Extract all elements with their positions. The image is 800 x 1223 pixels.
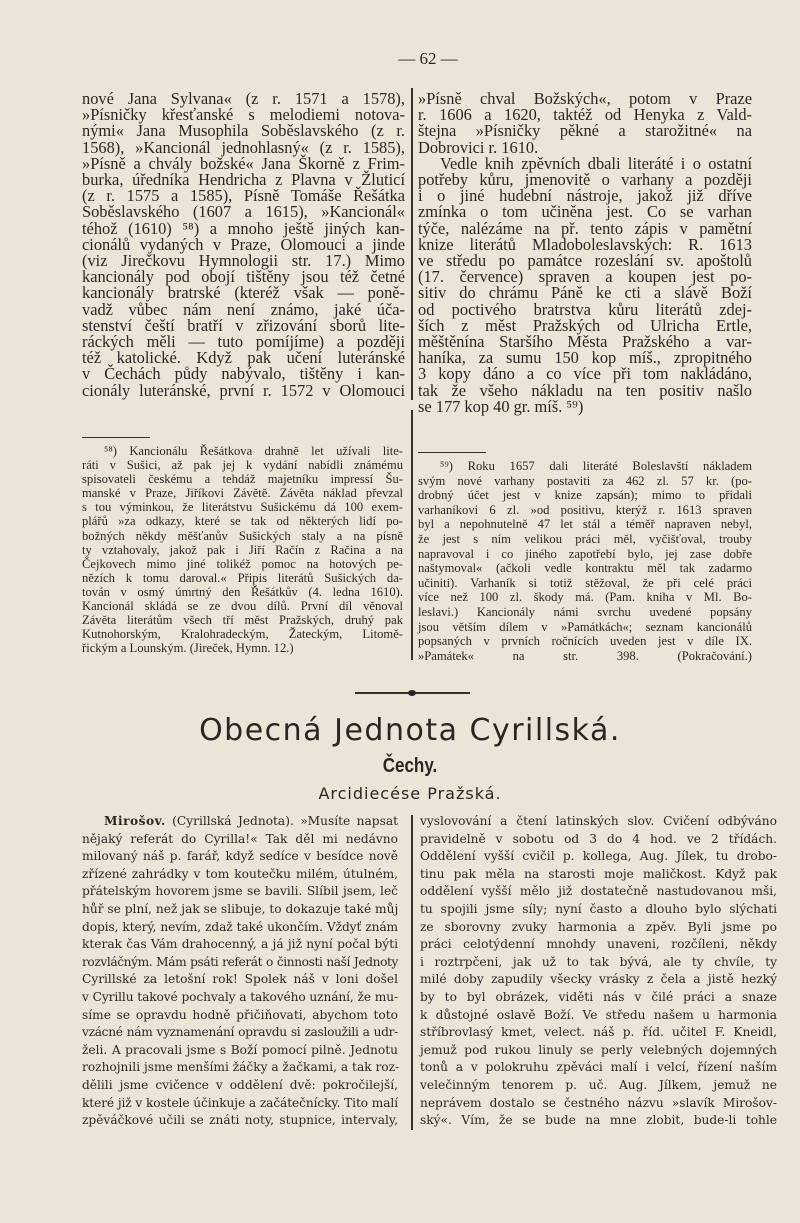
text-line-rest: (Cyrillská Jednota). »Musíte napsat xyxy=(165,814,398,828)
text-line: »Písně chval Božských«, potom v Praze xyxy=(418,89,752,108)
text-line: cionály luteránské, první r. 1572 v Olomouci xyxy=(82,380,405,400)
text-line: pravidelně v sobotu od 3 do 4 hod. ve 2 třídách. xyxy=(420,831,777,846)
region-heading: Čechy. xyxy=(382,755,438,777)
text-line: 3 kopy dáno a co více při tom nakládáno, xyxy=(418,364,752,384)
text-line: s tou výminkou, že literátstvu Sušickému dá 100 exem- xyxy=(82,500,403,515)
text-line: Čejkovech mimo jiné tolikéž pomoc na hotových pe- xyxy=(82,556,403,571)
text-line: kancionály bratrské (kteréž však — poně- xyxy=(82,283,405,303)
diocese-heading: Arcidiecése Pražská. xyxy=(318,784,502,803)
text-line: nými« Jana Musophila Soběslavského (z r. xyxy=(82,121,405,141)
text-line: jemuž pod rukou linuly se perly velebných dojemných xyxy=(420,1042,777,1057)
text-line: burka, úředníka Hendricha z Plavna v Žluticí xyxy=(82,170,405,190)
top-left-column xyxy=(82,91,405,399)
section-title: Obecná Jednota Cyrillská. xyxy=(199,713,621,748)
text-line: stenství čeští bratří v zřizování sborů lite- xyxy=(82,315,405,335)
footnote-rule xyxy=(82,437,150,438)
text-line: napravoval i co jiného zapotřebí bylo, jej zase dobře xyxy=(418,546,752,561)
text-line: (z r. 1575 a 1585), Písně Tomáše Řešátka xyxy=(82,186,405,206)
text-line: »Písničky křesťanské s melodiemi notova- xyxy=(82,105,405,125)
text-line: učiniti). Varhaník si totiž stěžoval, že při celé práci xyxy=(418,575,752,590)
text-line: r. 1606 a 1620, taktéž od Henyka z Vald- xyxy=(418,105,752,125)
text-line: by to byl obrázek, viděti nás v čilé práci a snaze xyxy=(420,989,777,1004)
footnote-58 xyxy=(82,444,403,655)
text-line: haníka, za sumu 150 kop míš., zpropitného xyxy=(418,348,752,368)
ornament-divider xyxy=(355,692,470,694)
text-line: ze sborovny zvuky harmonia a zpěv. Byli jsme po xyxy=(420,919,777,934)
text-line: kancionály pod obojí tištěny jsou též četné xyxy=(82,267,405,287)
text-line: řickým a Lounským. (Jireček, Hymn. 12.) xyxy=(82,641,294,656)
text-line: »Památek« na str. 398. (Pokračování.) xyxy=(418,648,752,663)
column-divider xyxy=(411,88,413,400)
text-line: potřeby kůru, jmenovitě o varhany a později xyxy=(418,170,752,190)
text-line: tován v osmý úmrtný den Řešátkův (4. ledna 1610). xyxy=(82,584,403,599)
text-line: ⁵⁸) Kancionálu Řešátkova drahně let užívali lite- xyxy=(104,444,403,458)
text-line: téhož (1610) ⁵⁸) a mnoho ještě jiných kan- xyxy=(82,218,405,238)
text-line: popsaných v prvních ročnících uveden jest v díle IX. xyxy=(418,634,752,649)
page-number: — 62 — xyxy=(398,49,458,68)
text-line: Kutnohorským, Kralohradeckým, Žateckým, Litomě- xyxy=(82,627,403,642)
text-line: sitiv do chrámu Páně ke cti a slávě Boží xyxy=(418,283,752,303)
text-line: (17. července) spraven a koupen jest po- xyxy=(418,267,752,287)
text-line: zmínka o tom učiněna jest. Co se varhan xyxy=(418,202,752,222)
text-line: k důstojné oslavě Boží. Ve středu našem u harmonia xyxy=(420,1007,777,1022)
text-line: ský«. Vím, že se bude na mne zlobit, bude-li tohle xyxy=(420,1113,777,1128)
text-line: síme se opravdu hodně přičiňovati, abychom toto xyxy=(82,1007,398,1022)
text-line: velečinným tenorem p. uč. Aug. Jílkem, jemuž ne xyxy=(420,1077,777,1092)
text-line: 1568), »Kancionál jednohlasný« (z r. 1585), xyxy=(82,137,405,157)
text-line: zpěváčkové učili se znáti noty, stupnice, intervaly, xyxy=(82,1113,398,1128)
text-line: varhaníkovi 6 zl. »od positivu, kterýž r. 1613 spraven xyxy=(418,502,752,517)
text-line xyxy=(82,813,398,831)
report-place-name: Mirošov. xyxy=(104,814,166,828)
text-line: Cyrillské za letošní rok! Spolek náš v loni došel xyxy=(82,972,398,987)
text-line: neprávem dostalo se čestného názvu »slavík Mirošov- xyxy=(420,1095,777,1110)
text-line: drobný účet jest v knize zapsán); mimo to přidali xyxy=(418,488,752,503)
text-line: tonů a v polokruhu zpěváci malí i velcí, řízení naším xyxy=(420,1060,777,1075)
text-line: plářů »za odkazy, které se tak od některých lidí po- xyxy=(82,514,403,529)
text-line: Závěta literátům všech tří měst Pražských, druhý pak xyxy=(82,613,403,628)
text-line: rozhojnili jsme menšími žáčky a žačkami, a tak roz- xyxy=(82,1060,400,1075)
text-line: i o jiné hudební nástroje, jakož již dříve xyxy=(418,186,752,206)
text-line: vadž vůbec nám není známo, jaké úča- xyxy=(82,299,405,319)
text-line: vyslovování a čtení latinských slov. Cvičení odbýváno xyxy=(420,814,777,828)
text-line: Oddělení vyšší cvičil p. kollega, Aug. Jílek, tu drobo- xyxy=(420,849,777,864)
text-line: kterak čas Vám drahocenný, a já již nyní počal býti xyxy=(82,937,398,952)
text-line: dopis, který, nevím, zdaž také ukončím. Vždyť znám xyxy=(82,919,398,934)
top-right-column xyxy=(418,91,752,415)
text-line: želi. A pracovali jsme s Boží pomocí pilně. Jednotu xyxy=(82,1042,398,1057)
text-line: od poctivého bratrstva kůru literátů zdej- xyxy=(418,299,752,319)
text-line: v Čechách půdy nabývalo, tištěny i kan- xyxy=(82,364,405,384)
text-line: nové Jana Sylvana« (z r. 1571 a 1578), xyxy=(82,89,405,108)
text-line: ty vztahovaly, jakož pak i Jiří Račín z Račina a na xyxy=(82,542,403,557)
text-line: »Písně a chvály božské« Jana Škorně z Frim- xyxy=(82,153,405,173)
text-line: Kancionál skládá se ze dvou dílů. První díl věnoval xyxy=(82,599,403,614)
text-line: oddělení vyšší mělo již dostatečně nastudovanou mši, xyxy=(420,884,777,899)
text-line: i roztrpčeni, jak už to tak bývá, ale ty chvíle, ty xyxy=(420,954,777,969)
text-line: nějaký referát do Cyrilla!« Tak děl mi nedávno xyxy=(82,831,398,846)
text-line: milovaný náš p. farář, když sedíce v besídce nově xyxy=(82,849,398,864)
text-line: ⁵⁹) Roku 1657 dali literáté Boleslavští nákladem xyxy=(440,459,752,473)
text-line: božných někdy měšťanův Sušických staly a na písně xyxy=(82,528,403,543)
text-line: tinu pak měla na starosti moje maličkost. Když pak xyxy=(420,866,777,881)
report-left-column xyxy=(82,813,398,1130)
text-line: ráti v Sušici, až pak jej k vydání nabídli známému xyxy=(82,458,403,473)
text-line: ráckých měli — tuto pomíjíme) a později xyxy=(82,332,405,352)
text-line: týče, nalézáme na př. tento zápis v pamětní xyxy=(418,218,752,238)
text-line: byl a nepohnutelně 47 let stál a téměř napraven nebyl, xyxy=(418,517,752,532)
text-line: naštymoval« (ačkoli vedle kontraktu měl tak zadarmo xyxy=(418,561,752,576)
text-line: více než 100 zl. škody má. (Pam. kniha v Ml. Bo- xyxy=(418,590,752,605)
text-line: tak že všeho nákladu na ten positiv našlo xyxy=(418,380,752,400)
text-line: stříbrovlasý kmet, velect. náš p. říd. učitel F. Kneidl, xyxy=(420,1025,777,1040)
text-line: Dobrovici r. 1610. xyxy=(418,137,539,157)
column-divider xyxy=(411,815,413,1130)
report-right-column xyxy=(420,813,777,1130)
text-line: svým nové varhany postaviti za 462 zl. 57 kr. (po- xyxy=(418,473,752,488)
footnote-rule xyxy=(418,452,486,453)
text-line: přátelským hovorem jsme se bavili. Slíbil jsem, leč xyxy=(82,884,398,899)
text-line: též katolické. Když pak učení luteránské xyxy=(82,348,405,368)
text-line: rozvláčným. Mám psáti referát o činnosti naší Jednoty xyxy=(82,954,398,969)
text-line: se 177 kop 40 gr. míš. ⁵⁹) xyxy=(418,396,584,416)
text-line: štejna »Písničky pěkné a starožitné« na xyxy=(418,121,752,141)
text-line: milé doby zapudily všecky vrásky z čela a jistě hezký xyxy=(420,972,777,987)
text-line: měštěnína Staršího Města Pražského a var- xyxy=(418,332,752,352)
text-line: které již v kostele účinkuje a začátečnícky. Tito malí xyxy=(82,1095,398,1110)
text-line: knize literátů Mladoboleslavských: R. 1613 xyxy=(418,234,752,254)
footnote-59 xyxy=(418,459,752,663)
text-line: dělili jsme cvičence v oddělení dvě: pokročilejší, xyxy=(82,1077,398,1092)
text-line: cionálů vydaných v Praze, Olomouci a jinde xyxy=(82,234,405,254)
text-line: manské v Praze, Jiříkovi Závětě. Závěta náklad převzal xyxy=(82,486,403,501)
text-line: tu spojili jsme síly; nyní často a dlouho bylo slýchati xyxy=(420,901,777,916)
text-line: (viz Jirečkovu Hymnologii str. 17.) Mimo xyxy=(82,251,405,271)
text-line: spisovateli českému a tehdáž majetníku impressí Šu- xyxy=(82,472,403,487)
text-line: leslavi.) Kancionály námi svrchu uvedené popsány xyxy=(418,604,752,619)
text-line: ších z měst Pražských od Ulricha Ertle, xyxy=(418,315,752,335)
text-line: v Cyrillu takové pochvaly a takového uznání, že mu- xyxy=(82,989,398,1004)
text-line: jsou větším dílem v »Památkách«; seznam kancionálů xyxy=(418,619,752,634)
text-line: hůř se plní, než jak se slibuje, to dokazuje také můj xyxy=(82,901,399,916)
text-line: Soběslavského (1607 a 1615), »Kancionál« xyxy=(82,202,405,222)
text-line: Vedle knih zpěvních dbali literáté i o ostatní xyxy=(440,153,752,173)
text-line: práci celotýdenní mnohdy unaveni, rozčíleni, někdy xyxy=(420,937,777,952)
text-line: ve středu po památce rozeslání sv. apoštolů xyxy=(418,251,752,271)
text-line: zřízené zahrádky v tom koutečku milém, útulném, xyxy=(82,866,398,881)
text-line: vzácné nám vyznamenání opravdu si zasloužili a udr- xyxy=(82,1025,398,1040)
column-divider xyxy=(411,410,413,660)
text-line: že jest s ním velikou práci měl, vyčišťoval, trouby xyxy=(418,531,752,546)
text-line: nězích k tomu daroval.« Připis literátů Sušických da- xyxy=(82,570,403,585)
